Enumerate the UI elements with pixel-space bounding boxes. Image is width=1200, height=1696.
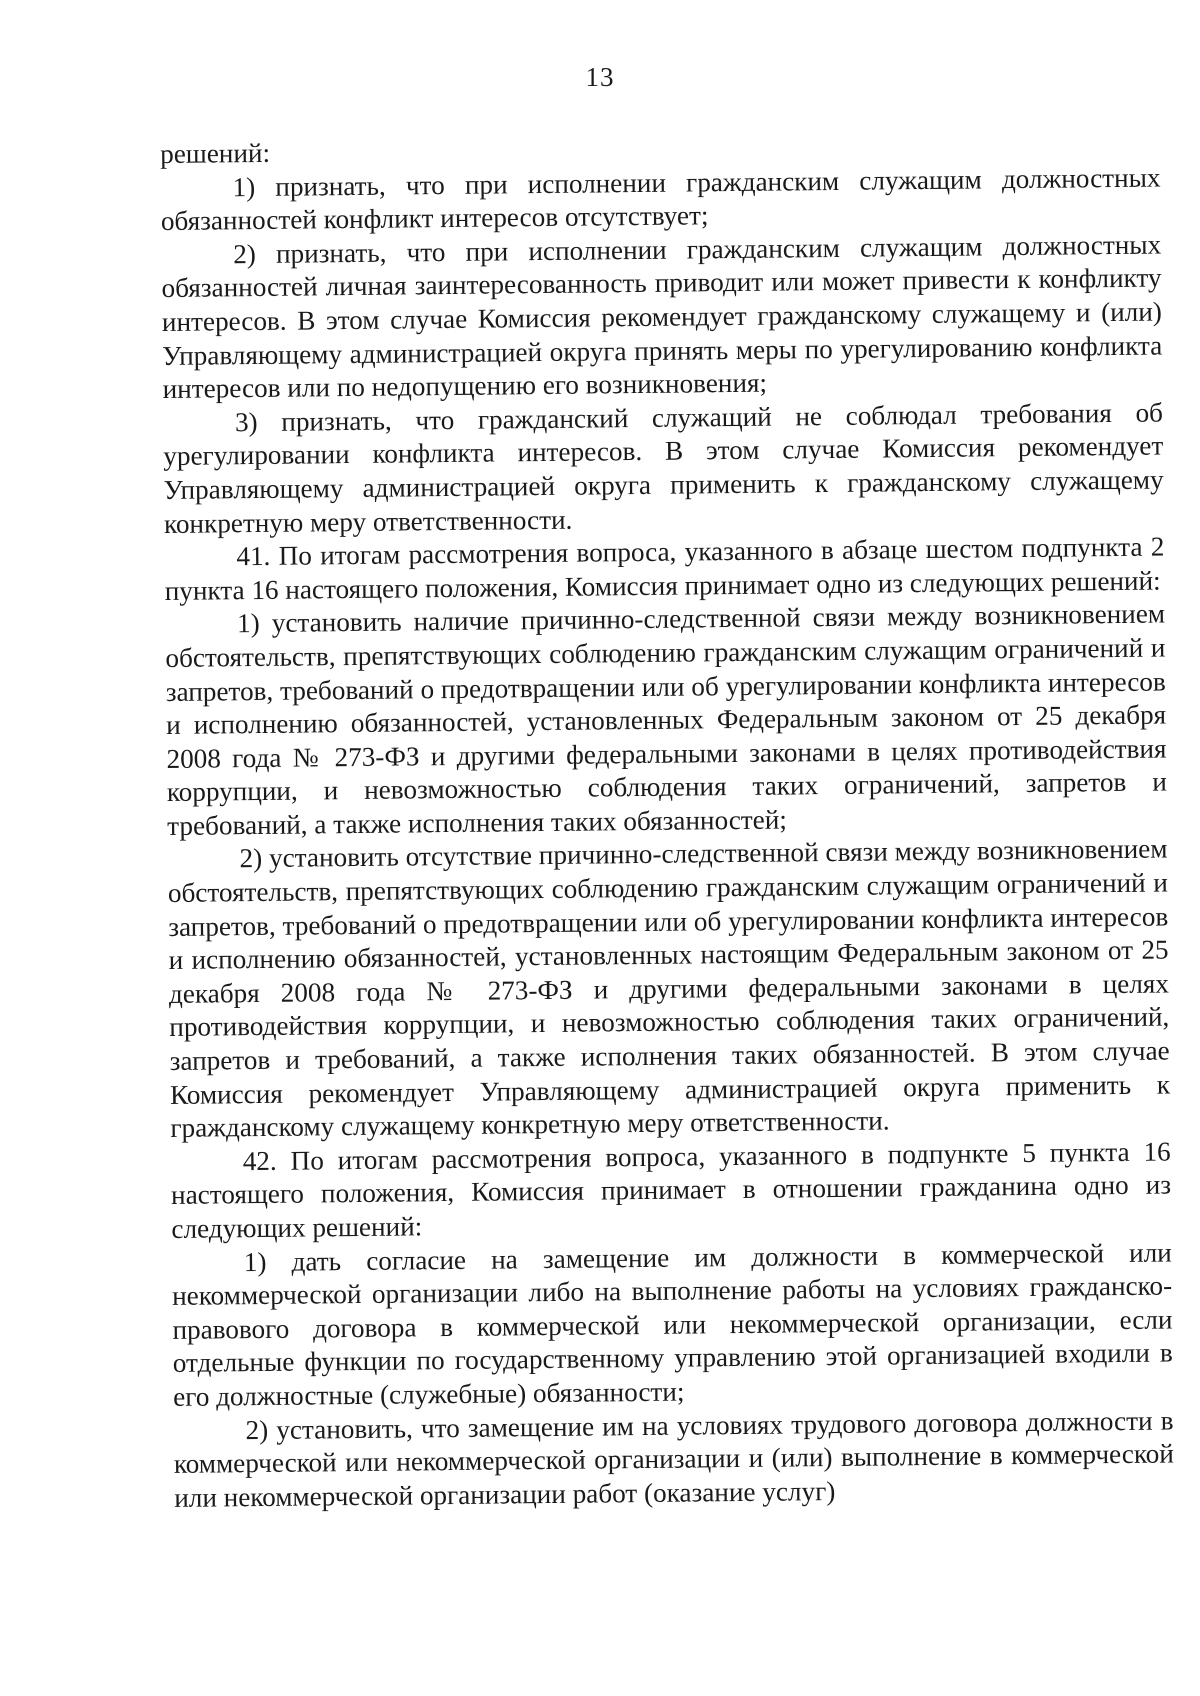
- paragraph-clause-41-item-2: 2) установить отсутствие причинно-следственной связи между возникновением обстоятельств, препятствующих соблюдению гражданским служащим ограничений и запретов, требований о предотвращении или об урегулировании конфликта интересов и исполнению обязанностей, установленных настоящим Федеральным законом от 25 декабря 2008 года № 273-ФЗ и другими федеральными законами в целях противодействия коррупции, и невозможностью соблюдения таких ограничений, запретов и требований, а также исполнения таких обязанностей. В этом случае Комиссия рекомендует Управляющему администрацией округа применить к гражданскому служащему конкретную меру ответственности.: [167, 833, 1171, 1144]
- paragraph-item-1: 1) признать, что при исполнении гражданским служащим должностных обязанностей конфликт интересов отсутствует;: [160, 162, 1161, 237]
- paragraph-clause-41: 41. По итогам рассмотрения вопроса, указанного в абзаце шестом подпункта 2 пункта 16 настоящего положения, Комиссия принимает одно из следующих решений:: [164, 531, 1165, 606]
- paragraph-clause-42: 42. По итогам рассмотрения вопроса, указанного в подпункте 5 пункта 16 настоящего положения, Комиссия принимает в отношении гражданина одно из следующих решений:: [170, 1136, 1172, 1244]
- document-body: [160, 128, 1174, 1516]
- paragraph-clause-41-item-1: 1) установить наличие причинно-следственной связи между возникновением обстоятельств, препятствующих соблюдению гражданским служащим ограничений и запретов, требований о предотвращении или об урегулировании конфликта интересов и исполнению обязанностей, установленных Федеральным законом от 25 декабря 2008 года № 273-ФЗ и другими федеральными законами в целях противодействия коррупции, и невозможностью соблюдения таких ограничений, запретов и требований, а также исполнения таких обязанностей;: [165, 598, 1167, 841]
- paragraph-item-2: 2) признать, что при исполнении гражданским служащим должностных обязанностей личная заинтересованность приводит или может привести к конфликту интересов. В этом случае Комиссия рекомендует гражданскому служащему и (или) Управляющему администрацией округа принять меры по урегулированию конфликта интересов или по недопущению его возникновения;: [161, 229, 1163, 405]
- paragraph-clause-42-item-2: 2) установить, что замещение им на условиях трудового договора должности в коммерческой или некоммерческой организации и (или) выполнение в коммерческой или некоммерческой организации работ (оказание услуг): [173, 1405, 1174, 1513]
- paragraph-clause-42-item-1: 1) дать согласие на замещение им должности в коммерческой или некоммерческой организации либо на выполнение работы на условиях гражданско-правового договора в коммерческой или некоммерческой организации, если отдельные функции по государственному управлению этой организацией входили в его должностные (служебные) обязанности;: [171, 1237, 1173, 1412]
- paragraph-item-3: 3) признать, что гражданский служащий не соблюдал требования об урегулировании конфликта интересов. В этом случае Комиссия рекомендует Управляющему администрацией округа применить к гражданскому служащему конкретную меру ответственности.: [163, 397, 1164, 539]
- paragraph-continuation: решений:: [160, 137, 271, 169]
- page-number: 13: [585, 62, 615, 92]
